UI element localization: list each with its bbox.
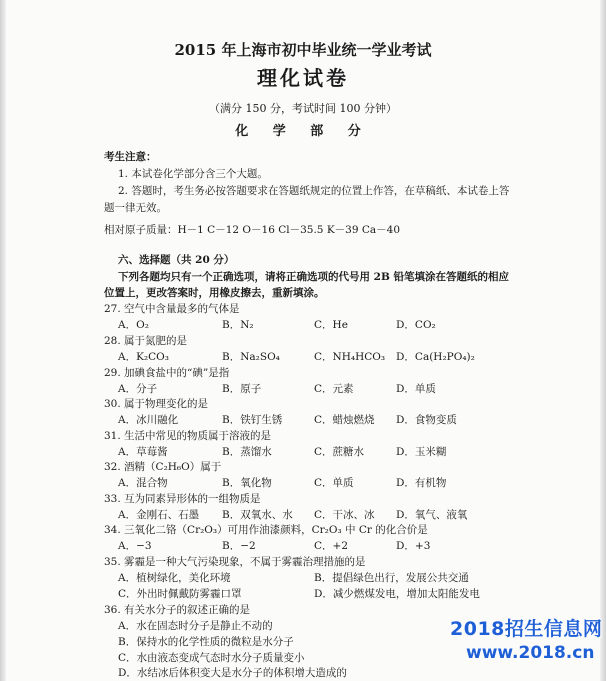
question-stem: 34. 三氧化二铬（Cr₂O₃）可用作油漆颜料，Cr₂O₃ 中 Cr 的化合价是 [104,524,428,536]
watermark-site-name: 2018招生信息网 [450,618,603,640]
option-b: B．−2 [222,540,256,552]
option-a: A．分子 [118,383,158,395]
exam-title: 2015 年上海市初中毕业统一学业考试 [174,41,432,59]
option-b: B．蒸馏水 [222,446,272,458]
exam-info: （满分 150 分，考试时间 100 分钟） [209,102,397,115]
option-d: D．食物变质 [396,414,457,426]
option-d: D．CO₂ [396,319,436,331]
question-stem: 36. 有关水分子的叙述正确的是 [104,604,251,616]
option-c: C．外出时佩戴防雾霾口罩 [118,588,242,600]
option-d: D．+3 [396,540,431,552]
question-stem: 35. 雾霾是一种大气污染现象，不属于雾霾治理措施的是 [104,556,366,568]
option-c: C．单质 [314,477,354,489]
option-c: C．元素 [314,383,354,395]
option-c: C．蜡烛燃烧 [314,414,375,426]
option-d: D．单质 [396,383,436,395]
option-a: A．草莓酱 [118,446,168,458]
option-a: A．混合物 [118,477,168,489]
option-a: A．冰川融化 [118,414,179,426]
option-b: B．N₂ [222,319,254,331]
question-stem: 31. 生活中常见的物质属于溶液的是 [104,430,272,442]
paper-title: 理化试卷 [257,66,349,90]
option-b: B．保持水的化学性质的微粒是水分子 [118,636,294,648]
option-d: D．有机物 [396,477,447,489]
option-c: C．干冰、冰 [314,509,375,521]
option-a: A．金刚石、石墨 [118,509,200,521]
option-c: C．蔗糖水 [314,446,365,458]
section-instruction: 位置上，更改答案时，用橡皮擦去，重新填涂。 [104,287,325,299]
option-a: A．植树绿化，美化环境 [118,572,231,584]
option-b: B．Na₂SO₄ [222,351,280,363]
option-c: C．水由液态变成气态时水分子质量变小 [118,652,305,664]
option-d: D．玉米糊 [396,446,447,458]
option-b: B．铁钉生锈 [222,414,283,426]
option-b: B．原子 [222,383,262,395]
option-a: A．K₂CO₃ [118,351,169,363]
section-title: 六、选择题（共 20 分） [118,254,235,266]
option-b: B．氧化物 [222,477,272,489]
option-d: D．水结冰后体积变大是水分子的体积增大造成的 [118,667,347,679]
question-stem: 33. 互为同素异形体的一组物质是 [104,493,261,505]
option-a: A．−3 [118,540,152,552]
option-d: D．减少燃煤发电，增加太阳能发电 [314,588,480,600]
option-b: B．提倡绿色出行，发展公共交通 [314,572,469,584]
note-item: 1. 本试卷化学部分含三个大题。 [118,168,268,180]
question-stem: 27. 空气中含量最多的气体是 [104,303,240,315]
option-d: D．Ca(H₂PO₄)₂ [396,351,475,363]
option-d: D．氧气、液氧 [396,509,468,521]
question-stem: 30. 属于物理变化的是 [104,398,209,410]
option-a: A．O₂ [118,319,149,331]
question-stem: 28. 属于氮肥的是 [104,335,188,347]
note-item: 2. 答题时，考生务必按答题要求在答题纸规定的位置上作答，在草稿纸、本试卷上答 [118,185,510,197]
option-a: A．水在固态时分子是静止不动的 [118,620,273,632]
section-instruction: 下列各题均只有一个正确选项，请将正确选项的代号用 2B 铅笔填涂在答题纸的相应 [118,271,509,283]
atomic-mass-line: 相对原子质量：H－1 C－12 O－16 Cl－35.5 K－39 Ca－40 [104,224,401,236]
option-b: B．双氧水、水 [222,509,293,521]
question-stem: 29. 加碘食盐中的“碘”是指 [104,367,230,379]
note-item: 题一律无效。 [104,202,167,214]
option-c: C．+2 [314,540,349,552]
option-c: C．NH₄HCO₃ [314,351,386,363]
part-title: 化 学 部 分 [235,124,371,139]
watermark-site-url: www.2018.cn [466,643,595,663]
option-c: C．He [314,319,348,331]
question-stem: 32. 酒精（C₂H₆O）属于 [104,461,222,473]
notes-heading: 考生注意： [104,151,157,163]
